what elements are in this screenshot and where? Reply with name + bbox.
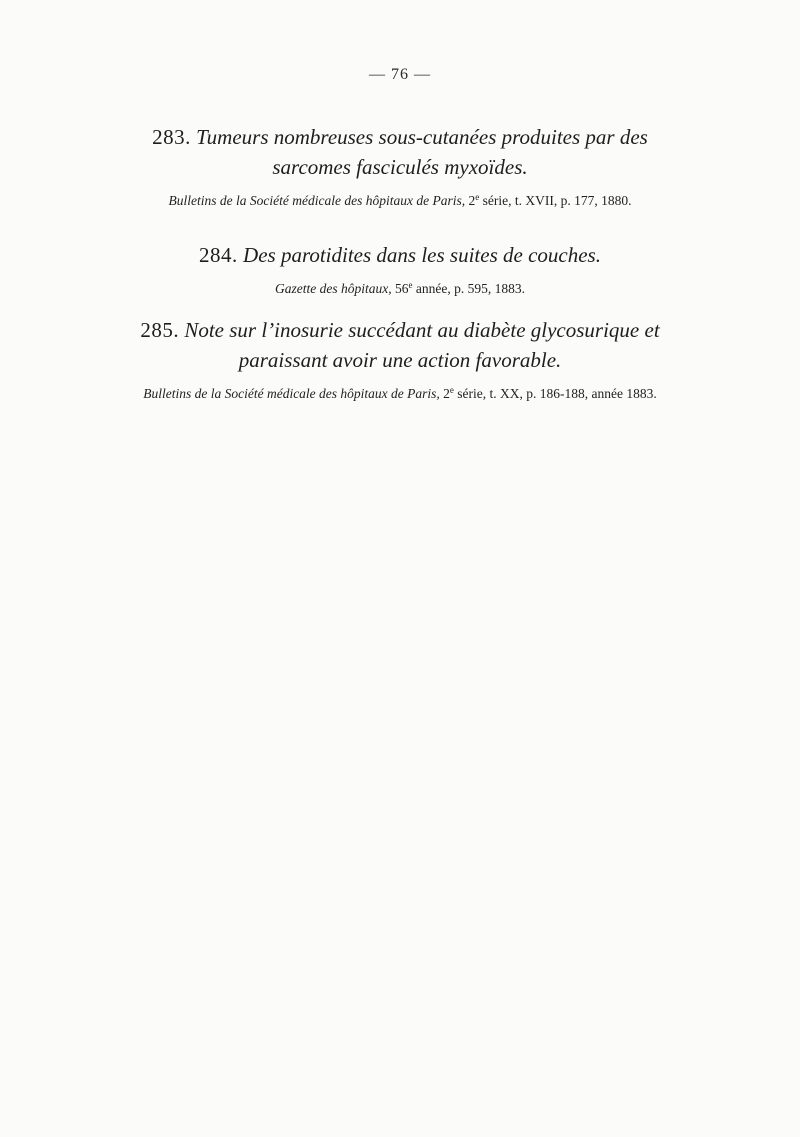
source-details: série, t. XVII, p. 177, 1880. (479, 193, 632, 208)
entry-number: 284. (199, 243, 238, 267)
entry-number: 283. (152, 125, 191, 149)
source-details: série, t. XX, p. 186-188, année 1883. (453, 386, 657, 401)
source-series-number: 2 (468, 193, 476, 208)
bibliography-entry (0, 315, 800, 403)
entry-number: 285. (140, 318, 180, 342)
bibliography-entry (0, 122, 800, 210)
source-series-number: 2 (443, 386, 450, 401)
source-series-superscript: e (475, 192, 480, 202)
source-series-number: 56 (395, 281, 409, 296)
source-journal: Bulletins de la Société médicale des hôpitaux de Paris, (143, 386, 440, 401)
entry-source (120, 381, 680, 403)
source-series-superscript: e (408, 280, 413, 290)
entry-title-text: Des parotidites dans les suites de couches. (243, 243, 601, 267)
entry-title-text: Note sur l’inosurie succédant au diabète glycosurique et paraissant avoir une action favorable. (184, 318, 660, 372)
page-number: — 76 — (369, 66, 431, 83)
source-series-superscript: e (449, 385, 454, 395)
entry-source (0, 276, 800, 298)
source-journal: Gazette des hôpitaux, (275, 281, 392, 296)
entry-title (120, 122, 680, 182)
entry-source (0, 188, 800, 210)
source-journal: Bulletins de la Société médicale des hôpitaux de Paris, (168, 193, 466, 208)
bibliography-entry (0, 240, 800, 298)
entry-title (120, 240, 680, 270)
entry-title (110, 315, 690, 375)
entry-title-text: Tumeurs nombreuses sous-cutanées produites par des sarcomes fasciculés myxoïdes. (196, 125, 648, 179)
source-details: année, p. 595, 1883. (412, 281, 525, 296)
